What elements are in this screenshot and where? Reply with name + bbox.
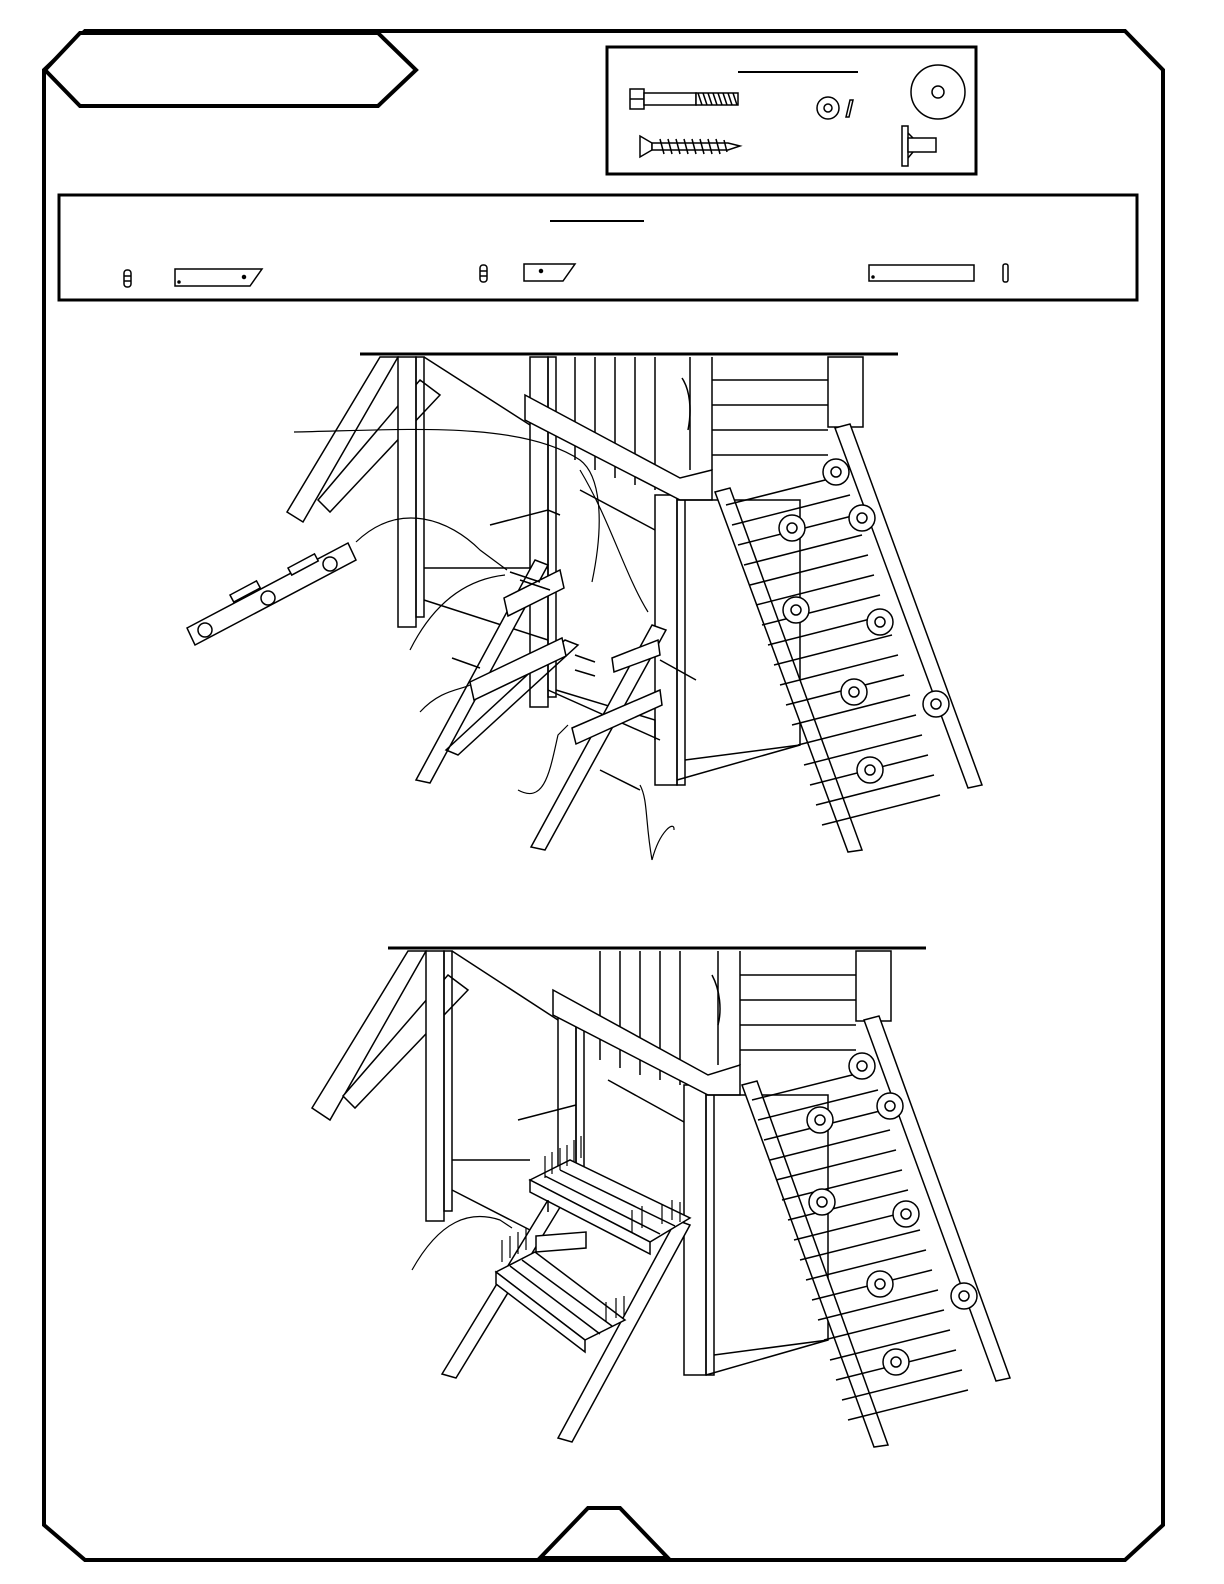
level-tool-icon-stroke <box>261 591 275 605</box>
straight-board-icon <box>869 264 1008 282</box>
play-tower-icon-stroke <box>398 357 416 627</box>
figure-step-support-installation <box>187 354 982 860</box>
flat-washer-icon <box>911 65 965 119</box>
climbing-rock-icon-stroke <box>885 1101 895 1111</box>
step-boards-icon-stroke <box>536 1232 586 1252</box>
straight-board-icon-stroke <box>869 265 974 281</box>
callout-leaders-icon-stroke <box>356 518 507 570</box>
t-nut-icon <box>902 126 936 166</box>
climbing-rock-icon-stroke <box>875 617 885 627</box>
rock-wall-ladder-icon-stroke <box>835 424 982 788</box>
rock-wall-ladder-icon <box>682 378 982 852</box>
climbing-rock-icon-stroke <box>817 1197 827 1207</box>
lock-washer-icon-stroke <box>824 104 832 112</box>
angled-step-board-long-icon-stroke <box>178 281 180 283</box>
play-tower-icon-stroke <box>424 357 530 425</box>
flat-washer-icon-stroke <box>932 86 944 98</box>
play-tower-icon-stroke <box>685 745 800 760</box>
play-tower-icon-stroke <box>740 975 856 1050</box>
climbing-rock-icon-stroke <box>959 1291 969 1301</box>
screw-arrows-icon-stroke <box>412 1217 512 1270</box>
hardware-box <box>607 47 976 174</box>
play-tower-icon <box>398 357 863 785</box>
rock-wall-ladder-icon-stroke <box>712 975 720 1025</box>
straight-board-icon-stroke <box>872 276 874 278</box>
lock-washer-icon <box>817 97 853 119</box>
play-tower-icon-stroke <box>518 1080 684 1122</box>
rock-wall-ladder-icon-stroke <box>682 378 690 430</box>
angled-step-board-long-icon-stroke <box>175 269 262 286</box>
wood-screw-icon <box>640 136 740 157</box>
angled-step-board-short-icon-stroke <box>524 264 575 281</box>
angled-step-board-short-icon <box>480 264 575 282</box>
climbing-rock-icon-stroke <box>857 513 867 523</box>
parts-box <box>59 195 1137 300</box>
climbing-rock-icon-stroke <box>901 1209 911 1219</box>
angled-step-board-long-icon <box>124 269 262 287</box>
climbing-rock-icon-stroke <box>815 1115 825 1125</box>
play-tower-icon-stroke <box>490 490 655 530</box>
level-tool-icon-stroke <box>198 623 212 637</box>
callout-leaders-icon-stroke <box>640 785 674 860</box>
play-tower-icon-stroke <box>828 357 863 427</box>
figure-step-board-installation <box>312 948 1010 1447</box>
climbing-rock-icon-stroke <box>891 1357 901 1367</box>
play-tower-icon-stroke <box>856 951 891 1021</box>
climbing-rock-icon-stroke <box>931 699 941 709</box>
lock-washer-icon-stroke <box>846 100 853 117</box>
play-tower-icon-stroke <box>718 951 740 1065</box>
straight-board-icon-stroke <box>1003 264 1008 282</box>
title-tab <box>45 33 416 106</box>
play-tower-icon-stroke <box>452 951 558 1020</box>
angled-step-board-short-icon-stroke <box>480 265 487 282</box>
climbing-rock-icon-stroke <box>875 1279 885 1289</box>
climbing-rock-icon-stroke <box>865 765 875 775</box>
level-tool-icon <box>187 543 356 645</box>
hex-bolt-icon <box>630 89 738 109</box>
rock-wall-ladder-icon-stroke <box>864 1016 1010 1381</box>
play-tower-icon-stroke <box>712 380 828 455</box>
t-nut-icon-stroke <box>908 138 936 152</box>
step-support-left-icon <box>416 560 578 783</box>
level-tool-icon-stroke <box>323 557 337 571</box>
angled-step-board-short-icon-stroke <box>540 270 543 273</box>
angled-step-board-long-icon-stroke <box>243 276 246 279</box>
wood-screw-icon-stroke <box>640 136 652 157</box>
callout-leaders-icon-stroke <box>518 725 568 794</box>
page-number-notch <box>540 1508 668 1558</box>
climbing-rock-icon-stroke <box>791 605 801 615</box>
play-tower-icon-stroke <box>525 395 712 500</box>
climbing-rock-icon-stroke <box>787 523 797 533</box>
rock-wall-ladder-icon <box>712 975 1010 1447</box>
callout-leaders-icon <box>294 429 674 860</box>
play-tower-icon-stroke <box>677 495 685 785</box>
play-tower-icon-stroke <box>714 1340 828 1355</box>
climbing-rock-icon-stroke <box>857 1061 867 1071</box>
climbing-rock-icon-stroke <box>849 687 859 697</box>
hex-bolt-icon-stroke <box>644 93 696 105</box>
play-tower-icon-stroke <box>690 357 712 470</box>
step-boards-icon <box>442 1160 690 1442</box>
back-ladder-icon <box>287 357 440 522</box>
play-tower-icon-stroke <box>426 951 444 1221</box>
play-tower-icon-stroke <box>706 1085 714 1375</box>
callout-leaders-icon-stroke <box>580 470 648 612</box>
t-nut-icon-stroke <box>902 126 908 166</box>
play-tower-icon-stroke <box>553 990 740 1095</box>
climbing-rock-icon-stroke <box>831 467 841 477</box>
angled-step-board-long-icon-stroke <box>124 270 131 287</box>
